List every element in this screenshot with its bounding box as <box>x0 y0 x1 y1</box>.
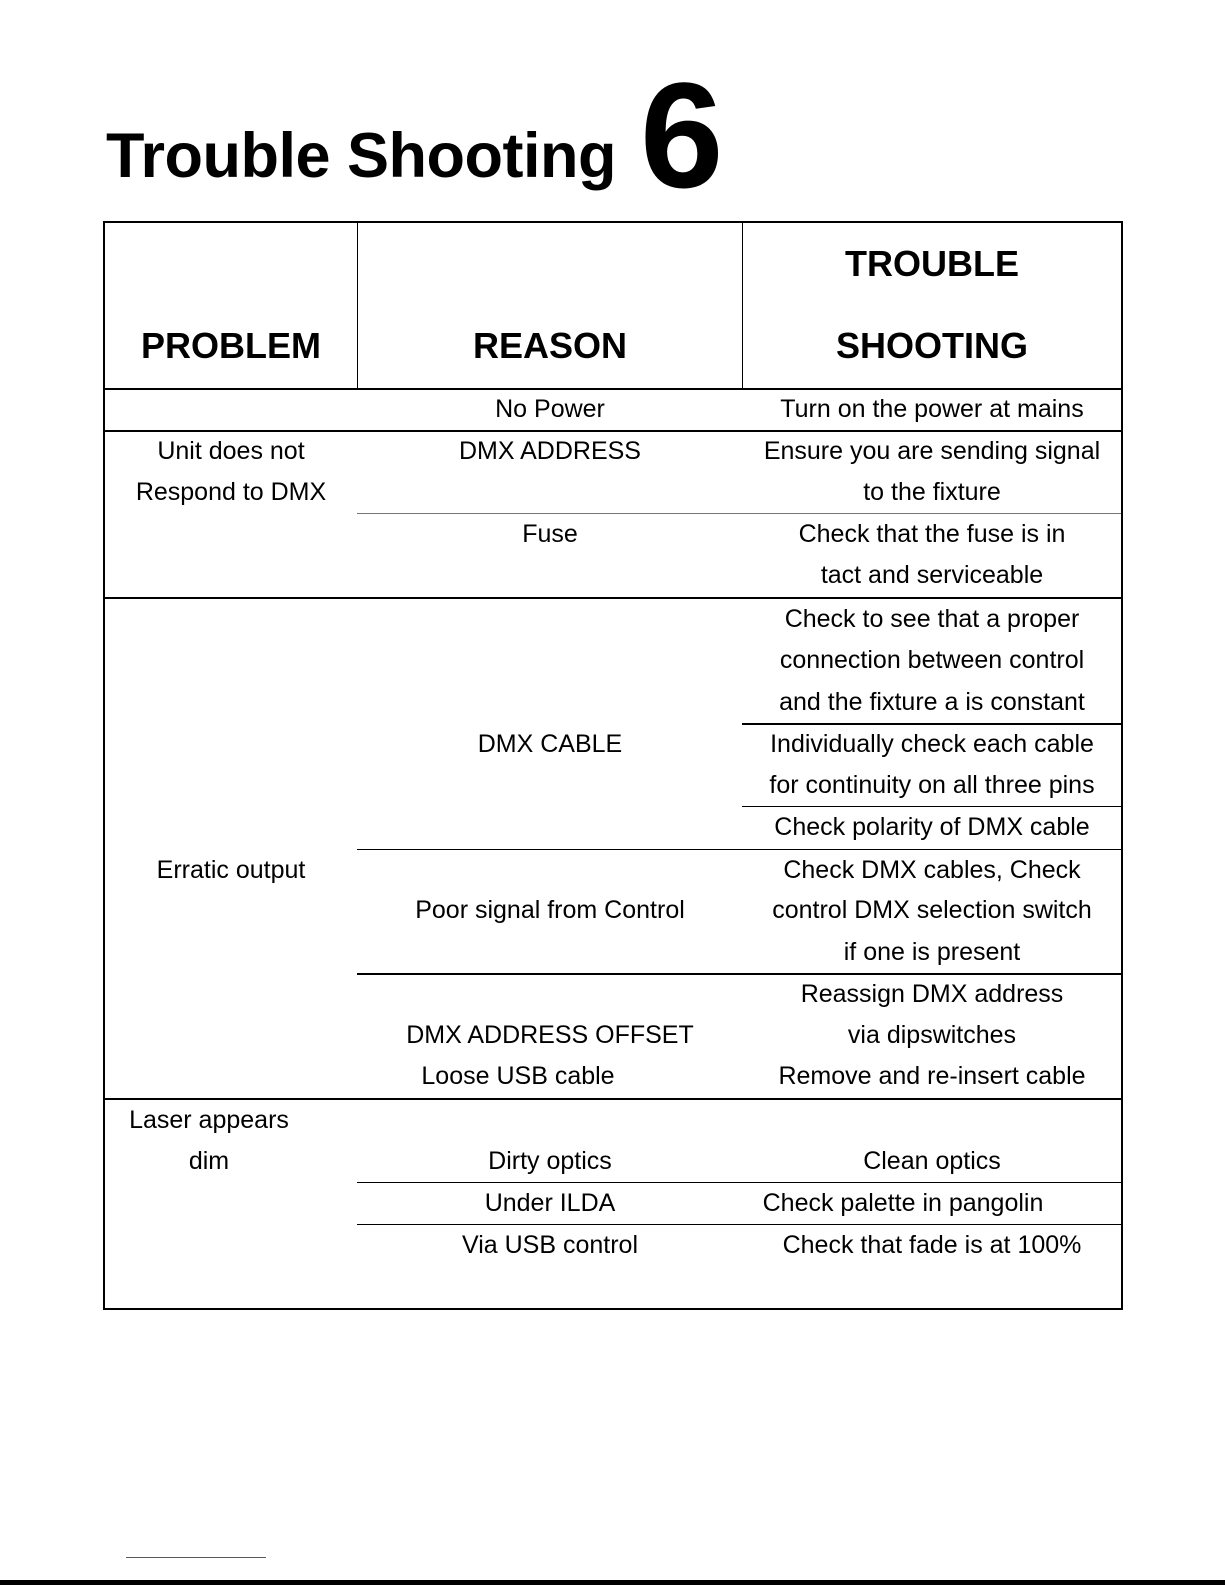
title-text: Trouble Shooting <box>106 121 616 191</box>
problem-erratic: Erratic output <box>156 856 306 884</box>
solution-poor-signal-line3: if one is present <box>843 938 1021 966</box>
solution-offset-line3: Remove and re-insert cable <box>778 1062 1086 1090</box>
solution-cable1-line1: Check to see that a proper <box>784 605 1080 633</box>
solution-no-power: Turn on the power at mains <box>780 395 1084 423</box>
solution-cable1-line3: and the fixture a is constant <box>779 688 1085 716</box>
chapter-number: 6 <box>640 51 724 219</box>
solution-cable2-line1: Individually check each cable <box>770 730 1094 758</box>
header-shooting: SHOOTING <box>835 325 1028 366</box>
reason-dmx-cable: DMX CABLE <box>477 730 623 758</box>
reason-no-power: No Power <box>495 395 605 423</box>
reason-offset-line2: Loose USB cable <box>421 1062 615 1090</box>
header-reason: REASON <box>472 325 628 366</box>
reason-usb-control: Via USB control <box>461 1231 638 1259</box>
header-trouble: TROUBLE <box>845 243 1019 284</box>
problem-dim-line2: dim <box>188 1147 230 1175</box>
solution-cable3: Check polarity of DMX cable <box>774 813 1090 841</box>
solution-dmx-address-line1: Ensure you are sending signal <box>763 437 1101 465</box>
page-bottom-edge <box>0 1580 1225 1585</box>
solution-cable1-line2: connection between control <box>779 646 1085 674</box>
solution-fuse-line2: tact and serviceable <box>820 561 1044 589</box>
solution-fuse-line1: Check that the fuse is in <box>798 520 1066 548</box>
reason-under-ilda: Under ILDA <box>484 1189 616 1217</box>
reason-dmx-address: DMX ADDRESS <box>459 437 641 465</box>
reason-dirty-optics: Dirty optics <box>488 1147 612 1175</box>
solution-dmx-address-line2: to the fixture <box>863 478 1001 506</box>
solution-offset-line1: Reassign DMX address <box>800 980 1064 1008</box>
solution-under-ilda: Check palette in pangolin <box>762 1189 1044 1217</box>
reason-offset-line1: DMX ADDRESS OFFSET <box>406 1021 694 1049</box>
reason-poor-signal: Poor signal from Control <box>415 896 685 924</box>
solution-poor-signal-line1: Check DMX cables, Check <box>783 856 1081 884</box>
header-problem: PROBLEM <box>141 325 321 366</box>
solution-dirty-optics: Clean optics <box>863 1147 1001 1175</box>
problem-dmx-line2: Respond to DMX <box>135 478 327 506</box>
solution-poor-signal-line2: control DMX selection switch <box>772 896 1092 924</box>
solution-offset-line2: via dipswitches <box>847 1021 1017 1049</box>
reason-fuse: Fuse <box>522 520 578 548</box>
solution-usb-control: Check that fade is at 100% <box>782 1231 1082 1259</box>
troubleshooting-table <box>103 221 1123 1310</box>
problem-dmx-line1: Unit does not <box>157 437 305 465</box>
footer-link-underline <box>126 1557 266 1558</box>
problem-dim-line1: Laser appears <box>129 1106 289 1134</box>
solution-cable2-line2: for continuity on all three pins <box>769 771 1095 799</box>
